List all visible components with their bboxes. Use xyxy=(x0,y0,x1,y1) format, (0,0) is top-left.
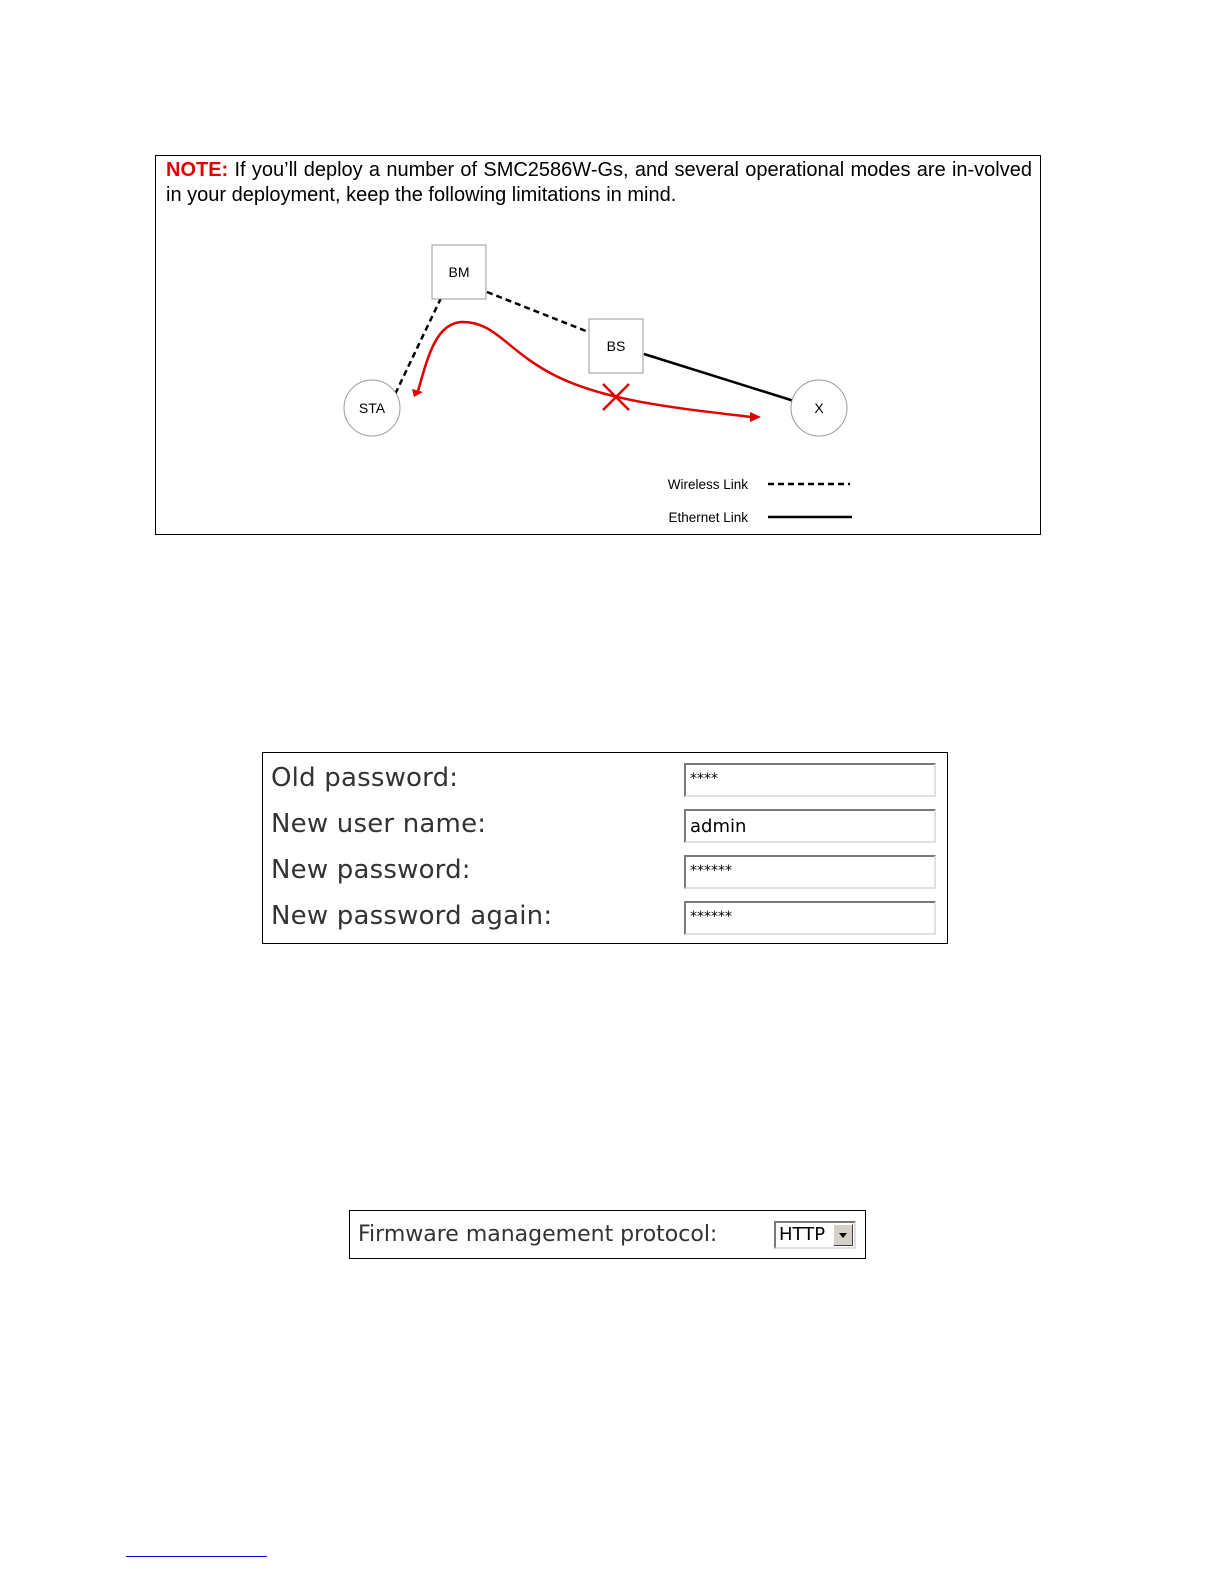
new-password-label: New password: xyxy=(271,855,471,885)
node-sta-label: STA xyxy=(358,400,386,416)
legend-ethernet-label: Ethernet Link xyxy=(668,510,748,525)
new-password-input[interactable] xyxy=(684,855,936,889)
firmware-protocol-value: HTTP xyxy=(779,1224,826,1245)
node-bm-label: BM xyxy=(448,264,470,280)
blocked-path xyxy=(418,322,751,417)
new-user-row xyxy=(271,803,937,843)
ethernet-link-bs-x xyxy=(644,354,794,401)
path-arrowhead-right xyxy=(750,412,761,422)
firmware-protocol-select[interactable] xyxy=(774,1221,856,1249)
note-box xyxy=(155,155,1041,535)
chevron-down-icon[interactable] xyxy=(833,1224,853,1246)
node-bs-label: BS xyxy=(606,338,626,354)
new-password-again-input[interactable] xyxy=(684,901,936,935)
legend-wireless-label: Wireless Link xyxy=(667,477,748,492)
wireless-link-bm-bs xyxy=(487,292,591,333)
new-user-input[interactable] xyxy=(684,809,936,843)
password-form xyxy=(262,752,948,944)
footer-link-underline[interactable] xyxy=(126,1556,267,1557)
note-text: If you’ll deploy a number of SMC2586W-Gs, and several operational modes are in-volved in your deployment, keep the following limitations in mind. xyxy=(166,159,1032,206)
new-user-label: New user name: xyxy=(271,809,487,839)
new-password-row xyxy=(271,849,937,889)
firmware-protocol-label: Firmware management protocol: xyxy=(358,1222,718,1247)
topology-diagram xyxy=(156,156,1042,536)
old-password-label: Old password: xyxy=(271,763,459,793)
note-label: NOTE: xyxy=(166,159,229,181)
node-x-label: X xyxy=(814,400,824,416)
old-password-row xyxy=(271,757,937,797)
new-password-again-label: New password again: xyxy=(271,901,553,931)
old-password-input[interactable] xyxy=(684,763,936,797)
new-password-again-row xyxy=(271,895,937,935)
firmware-protocol-panel xyxy=(349,1210,866,1259)
